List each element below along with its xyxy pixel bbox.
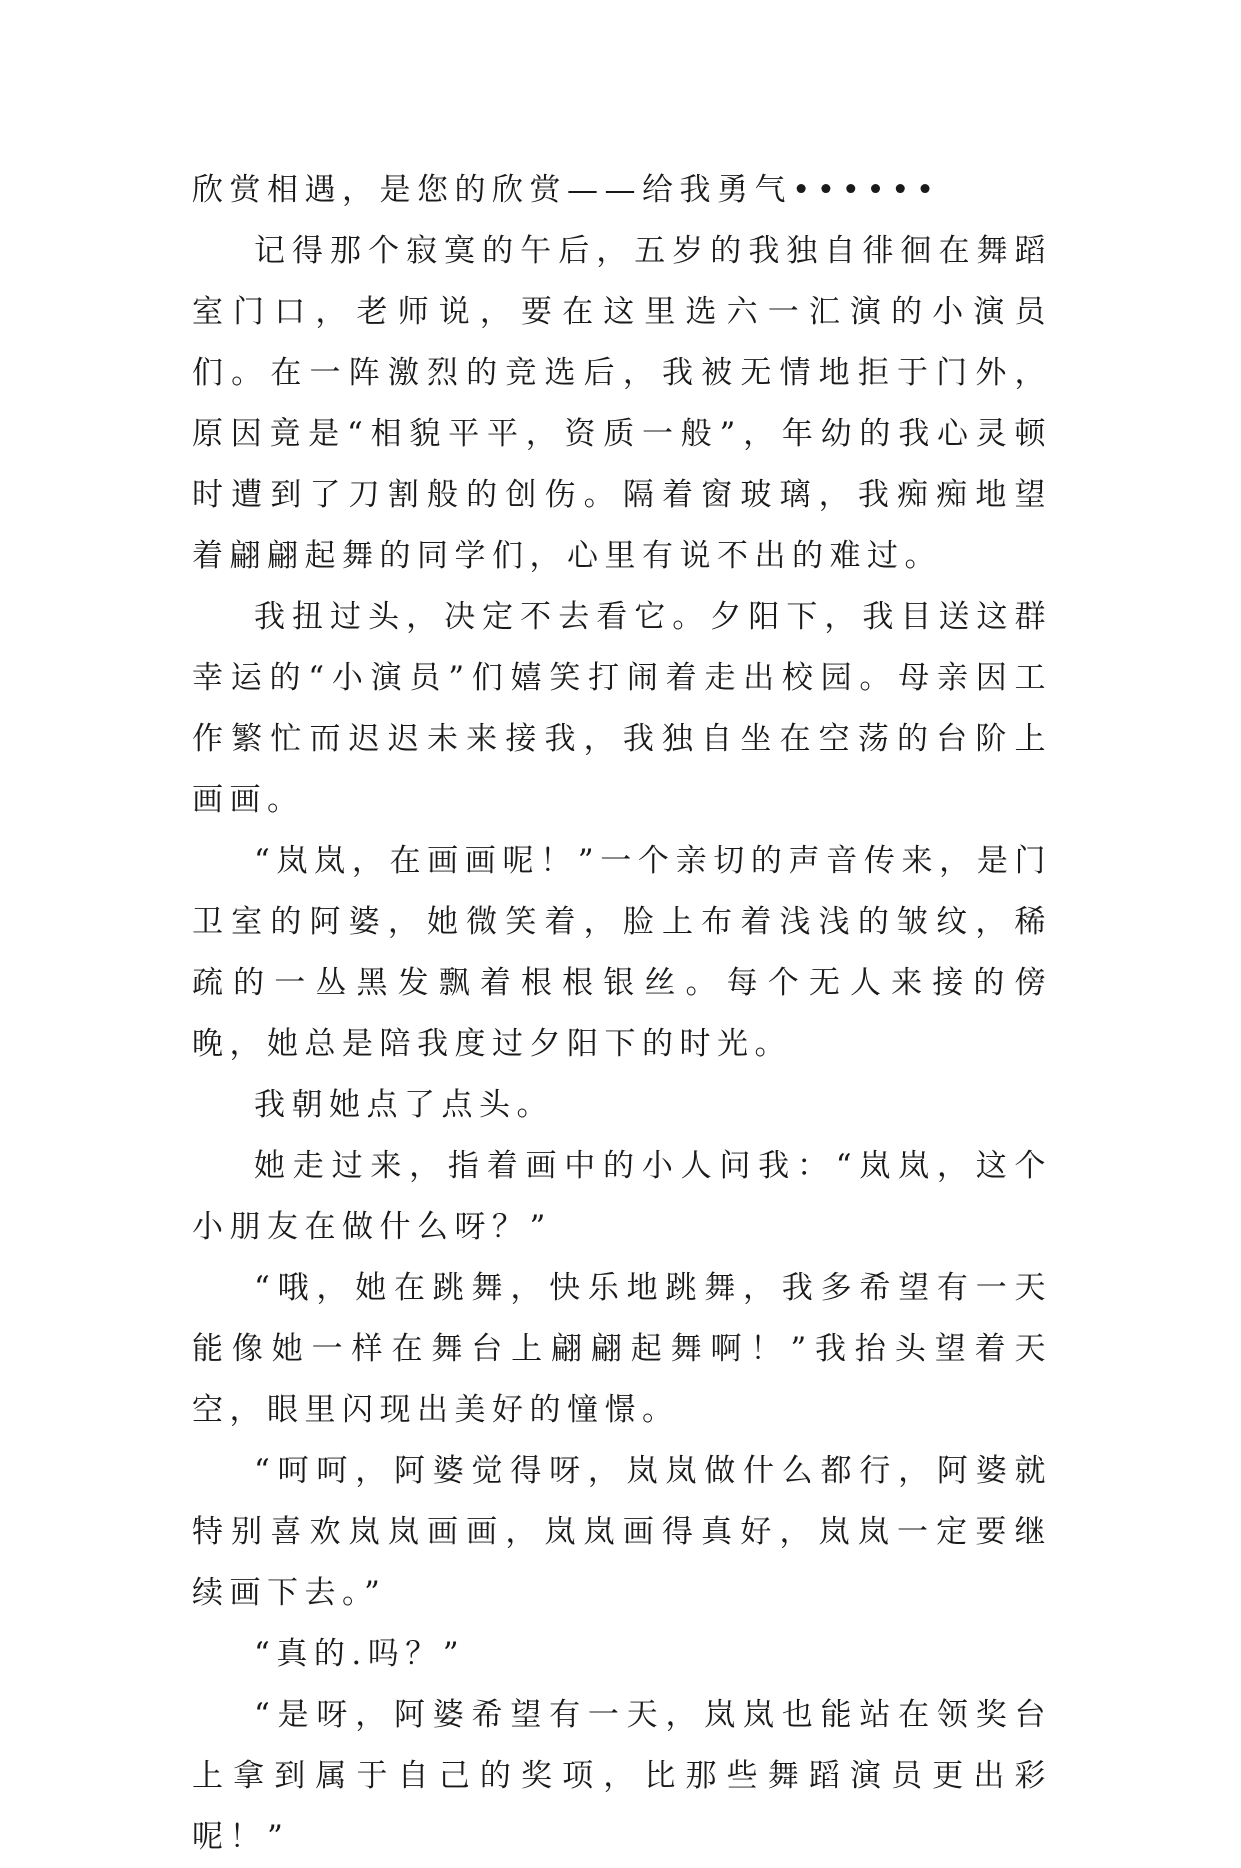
paragraph: “哦，她在跳舞，快乐地跳舞，我多希望有一天能像她一样在舞台上翩翩起舞啊！”我抬头望着天空，眼里闪现出美好的憧憬。 <box>192 1270 1052 1428</box>
paragraph-continuation: 欣赏相遇，是您的欣赏——给我勇气•••••• <box>192 172 941 208</box>
paragraph: “是呀，阿婆希望有一天，岚岚也能站在领奖台上拿到属于自己的奖项，比那些舞蹈演员更出彩呢！” <box>192 1697 1052 1855</box>
paragraph: 记得那个寂寞的午后，五岁的我独自徘徊在舞蹈室门口，老师说，要在这里选六一汇演的小演员们。在一阵激烈的竞选后，我被无情地拒于门外，原因竟是“相貌平平，资质一般”，年幼的我心灵顿时遭到了刀割般的创伤。隔着窗玻璃，我痴痴地望着翩翩起舞的同学们，心里有说不出的难过。 <box>192 233 1052 574</box>
document-body <box>192 160 1052 1868</box>
paragraph: “呵呵，阿婆觉得呀，岚岚做什么都行，阿婆就特别喜欢岚岚画画，岚岚画得真好，岚岚一定要继续画下去。” <box>192 1453 1052 1611</box>
paragraph: 我朝她点了点头。 <box>254 1087 554 1123</box>
paragraph: 她走过来，指着画中的小人问我：“岚岚，这个小朋友在做什么呀？” <box>192 1148 1052 1245</box>
paragraph: “岚岚，在画画呢！”一个亲切的声音传来，是门卫室的阿婆，她微笑着，脸上布着浅浅的皱纹，稀疏的一丛黑发飘着根根银丝。每个无人来接的傍晚，她总是陪我度过夕阳下的时光。 <box>192 843 1052 1062</box>
paragraph: “真的.吗？” <box>254 1636 466 1672</box>
paragraph: 我扭过头，决定不去看它。夕阳下，我目送这群幸运的“小演员”们嬉笑打闹着走出校园。母亲因工作繁忙而迟迟未来接我，我独自坐在空荡的台阶上画画。 <box>192 599 1052 818</box>
